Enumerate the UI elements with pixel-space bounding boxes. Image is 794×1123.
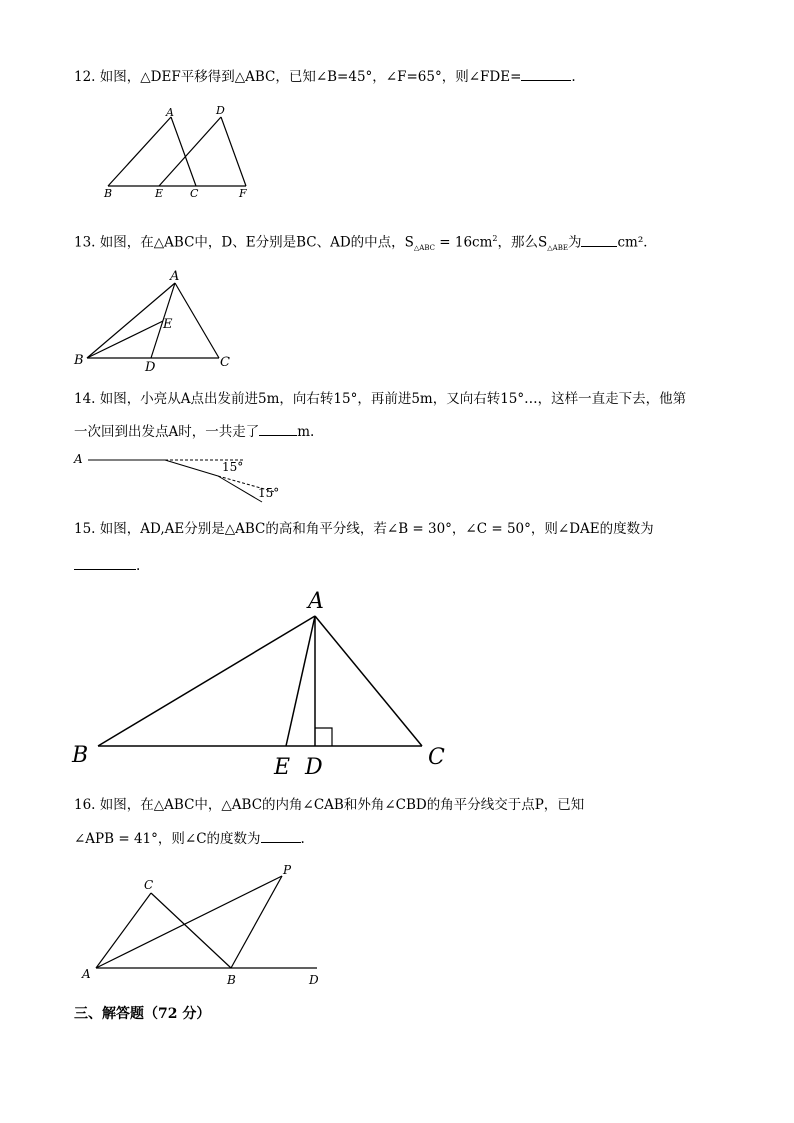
q12-stem: 12. 如图，△DEF平移得到△ABC，已知∠B=45°，∠F=65°，则∠FDE=	[74, 69, 522, 85]
q13-label-d: D	[145, 360, 156, 375]
q13-mid2: ，那么S	[497, 234, 548, 251]
q16-label-a: A	[82, 967, 91, 981]
q13-label-c: C	[220, 355, 230, 370]
q13-mid3: 为	[567, 234, 582, 251]
q13-stem: 13. 如图，在△ABC中，D、E分别是BC、AD的中点，S	[74, 234, 414, 251]
q16-end: .	[300, 831, 305, 847]
q16-label-p: P	[283, 863, 292, 877]
q16-seg-bp	[231, 876, 282, 968]
q14-end: m.	[297, 424, 315, 440]
q13-sub2: △ABE	[547, 244, 568, 253]
q12-end: .	[571, 69, 576, 85]
q13-sup: 2	[492, 234, 498, 243]
q16-label-d: D	[309, 973, 319, 987]
q13-end: cm²．	[617, 234, 657, 251]
q16-line1: 16. 如图，在△ABC中，△ABC的内角∠CAB和外角∠CBD的角平分线交于点P，已知	[74, 797, 585, 813]
q16-seg-ap	[96, 876, 282, 968]
q12-label-f: F	[239, 187, 247, 200]
q14-label-a: A	[74, 452, 83, 466]
q16-label-c: C	[144, 878, 154, 892]
section-3-title: 三、解答题（72 分）	[74, 1006, 211, 1022]
q16-stem2: ∠APB = 41°，则∠C的度数为	[74, 831, 261, 847]
q13-sub1: △ABC	[413, 244, 435, 253]
q15-label-c: C	[428, 745, 445, 770]
q15-label-b: B	[72, 743, 89, 768]
q13-mid: = 16cm	[434, 234, 493, 251]
q15-text: 15. 如图，AD,AE分别是△ABC的高和角平分线，若∠B = 30°，∠C = 50°，则∠DAE的度数为	[74, 521, 654, 537]
q12-label-a: A	[166, 106, 174, 119]
q15-end: .	[136, 558, 141, 574]
q16-seg-cb	[151, 893, 231, 968]
q13-label-a: A	[170, 269, 180, 284]
q15-label-e: E	[274, 755, 291, 780]
q15-label-d: D	[305, 755, 323, 780]
q13-label-e: E	[163, 317, 173, 332]
q12-label-c: C	[190, 187, 199, 200]
q16-label-b: B	[227, 973, 236, 987]
q15-label-a: A	[308, 589, 324, 614]
q14-angle2: 15°	[258, 486, 280, 500]
q12-label-b: B	[104, 187, 113, 200]
q13-label-b: B	[74, 353, 84, 368]
q14-angle1: 15°	[222, 460, 244, 474]
q16-seg-ac	[96, 893, 151, 968]
q12-label-d: D	[216, 104, 225, 117]
q14-stem2: 一次回到出发点A时，一共走了	[74, 424, 260, 440]
q12-label-e: E	[155, 187, 164, 200]
q14-line1: 14. 如图，小亮从A点出发前进5m，向右转15°，再前进5m，又向右转15°…，这样一直走下去，他第	[74, 391, 687, 407]
